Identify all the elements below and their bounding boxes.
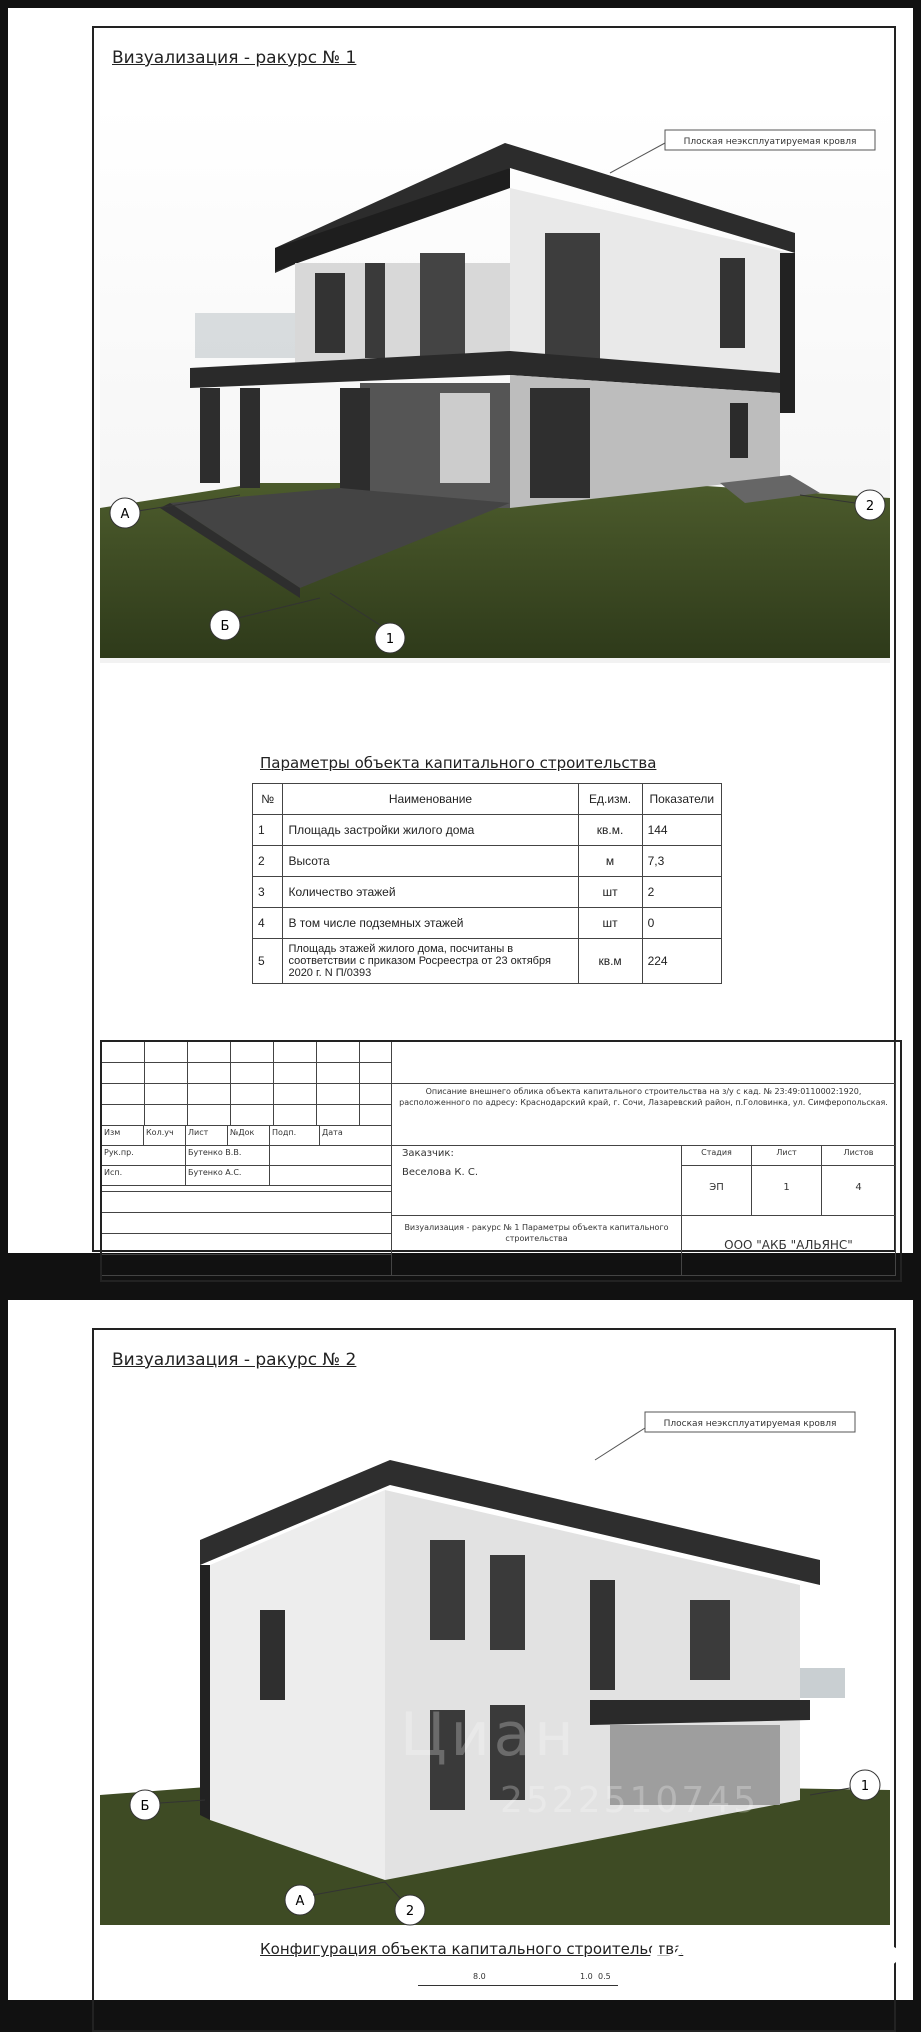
- sheet-label: Лист: [752, 1146, 822, 1166]
- params-title: Параметры объекта капитального строительства: [260, 754, 657, 772]
- table-row: 2 Высота м 7,3: [253, 846, 722, 877]
- roof-label-2: Плоская неэксплуатируемая кровля: [663, 1419, 837, 1429]
- sheet-2: [8, 1300, 913, 2000]
- dim-2: 1.0: [580, 1972, 593, 1981]
- svg-text:2: 2: [865, 499, 875, 514]
- revision-grid: [102, 1042, 392, 1126]
- sheet-title-2: Визуализация - ракурс № 2: [112, 1350, 357, 1370]
- doc-title: Визуализация - ракурс № 1 Параметры объекта капитального строительства: [392, 1216, 682, 1276]
- col-name: Наименование: [283, 784, 578, 815]
- stamp-col-sign: Подп.: [270, 1126, 320, 1146]
- sheet-title: Визуализация - ракурс № 1: [112, 48, 357, 68]
- house-render-1: [100, 103, 890, 663]
- watermark: Циан: [400, 1700, 578, 1770]
- table-row: 3 Количество этажей шт 2: [253, 877, 722, 908]
- table-row: 1 Площадь застройки жилого дома кв.м. 144: [253, 815, 722, 846]
- table-row: 5 Площадь этажей жилого дома, посчитаны в соответствии с приказом Росреестра от 23 октября 2020 г. N П/0393 кв.м 224: [253, 939, 722, 984]
- stage-value: ЭП: [682, 1166, 752, 1216]
- sheet-value: 1: [752, 1166, 822, 1216]
- sheets-value: 4: [822, 1166, 896, 1216]
- dim-3: 0.5: [598, 1972, 611, 1981]
- svg-text:Б: Б: [220, 619, 230, 634]
- col-value: Показатели: [642, 784, 721, 815]
- svg-text:A: A: [120, 507, 130, 522]
- rukpr-label: Рук.пр.: [102, 1146, 186, 1166]
- dim-1: 8.0: [473, 1972, 486, 1981]
- params-table: [252, 783, 722, 984]
- customer-cell: Заказчик: Веселова К. С.: [392, 1146, 682, 1216]
- house-render-2: [100, 1400, 890, 1930]
- svg-text:1: 1: [385, 632, 395, 647]
- sheets-label: Листов: [822, 1146, 896, 1166]
- isp-name: Бутенко А.С.: [186, 1166, 270, 1186]
- stamp-description: Описание внешнего облика объекта капитального строительства на з/у с кад. № 23:49:0110002:1920, расположенного по адресу: Краснодарский край, г. Сочи, Лазаревский район, п.Головинка, ул. Симферопольская.: [392, 1084, 896, 1146]
- stamp-col-kol: Кол.уч: [144, 1126, 186, 1146]
- table-row: 4 В том числе подземных этажей шт 0: [253, 908, 722, 939]
- stamp-col-date: Дата: [320, 1126, 392, 1146]
- dim-line: [418, 1985, 618, 1986]
- svg-text:1: 1: [860, 1779, 870, 1794]
- col-num: №: [253, 784, 283, 815]
- stamp-col-izm: Изм: [102, 1126, 144, 1146]
- title-block: [100, 1040, 902, 1282]
- sheet-1: [8, 8, 913, 1253]
- svg-text:Б: Б: [140, 1799, 150, 1814]
- svg-text:2: 2: [405, 1904, 415, 1919]
- stamp-col-doc: №Док: [228, 1126, 270, 1146]
- rukpr-name: Бутенко В.В.: [186, 1146, 270, 1166]
- svg-text:A: A: [295, 1894, 305, 1909]
- company-name: ООО "АКБ "АЛЬЯНС": [682, 1216, 896, 1276]
- col-unit: Ед.изм.: [578, 784, 642, 815]
- stage-label: Стадия: [682, 1146, 752, 1166]
- roof-label: Плоская неэксплуатируемая кровля: [683, 137, 857, 147]
- config-title: Конфигурация объекта капитального строительства: [260, 1940, 684, 1958]
- isp-label: Исп.: [102, 1166, 186, 1186]
- watermark-id: 2522510745: [500, 1780, 760, 1821]
- stamp-col-list: Лист: [186, 1126, 228, 1146]
- brand-logo: Restate: [640, 1920, 902, 1999]
